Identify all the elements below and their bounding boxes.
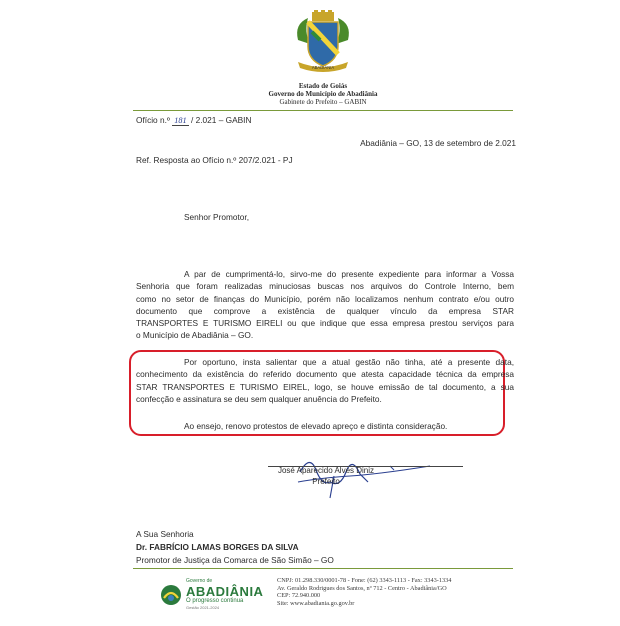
logo-name: ABADIÂNIA [186, 584, 264, 599]
closing-line: Ao ensejo, renovo protestos de elevado apreço e distinta consideração. [184, 421, 448, 431]
recipient-role: Promotor de Justiça da Comarca de São Simão – GO [136, 555, 334, 565]
recipient-to: A Sua Senhoria [136, 529, 194, 539]
signer-title: Prefeito [312, 477, 340, 486]
reference-line: Ref. Resposta ao Ofício n.º 207/2.021 - PJ [136, 155, 293, 165]
p2-line: Por oportuno, insta salientar que a atual gestão não tinha, até a presente data, [184, 357, 514, 367]
footer-divider [133, 568, 513, 569]
paragraph-2 [136, 356, 514, 405]
p1-line: A par de cumprimentá-lo, sirvo-me do presente expediente para informar a Vossa [184, 269, 514, 279]
footer-cep: CEP: 72.940.000 [277, 592, 321, 600]
p1-line: o Município de Abadiânia – GO. [136, 330, 254, 341]
p1-line: Senhoria que foram realizadas minuciosas buscas nos arquivos do Controle Interno, bem [136, 281, 514, 292]
handwritten-signature-icon [280, 452, 440, 500]
place-date: Abadiânia – GO, 13 de setembro de 2.021 [360, 138, 516, 148]
header-cabinet: Gabinete do Prefeito – GABIN [279, 98, 367, 106]
logo-period: Gestão 2021-2024 [186, 605, 220, 610]
office-prefix: Ofício n.º [136, 115, 170, 125]
footer-site: Site: www.abadiania.go.gov.br [277, 599, 355, 607]
signer-name: José Aparecido Alves Diniz [277, 466, 375, 475]
office-line [136, 114, 251, 127]
p2-line: conhecimento da existência do referido documento que atesta capacidade técnica da empresa [136, 369, 514, 380]
p1-line: como no setor de finanças do Município, porém não localizamos nenhum contrato e/ou outro [136, 293, 514, 304]
header-government: Governo do Município de Abadiânia [268, 90, 378, 98]
p2-line: confecção e assinatura se deu sem qualquer anuência do Prefeito. [136, 393, 382, 404]
p2-line: STAR TRANSPORTES E TURISMO EIREL, logo, se houve emissão de tal documento, a sua [136, 381, 514, 392]
logo-slogan: O progresso continua [186, 598, 244, 604]
footer-logo [160, 578, 264, 612]
p1-line: TRANSPORTES E TURISMO EIRELI ou que indique que essa empresa prestou serviços para [136, 318, 514, 329]
footer-cnpj-phone: CNPJ: 01.298.330/0001-78 - Fone: (62) 3343-1113 - Fax: 3343-1334 [277, 577, 452, 584]
municipal-crest-icon [290, 10, 356, 76]
p1-line: documento que comprove a existência de qualquer vínculo da empresa STAR [136, 305, 514, 316]
salutation: Senhor Promotor, [184, 212, 250, 222]
recipient-name: Dr. FABRÍCIO LAMAS BORGES DA SILVA [136, 542, 299, 552]
header-state: Estado de Goiás [298, 82, 348, 90]
logo-top-text: Governo de [186, 578, 213, 584]
footer-address: Av. Geraldo Rodrigues dos Santos, nº 712 - Centro - Abadiânia/GO [277, 584, 447, 592]
paragraph-1 [136, 268, 514, 342]
footer-info [277, 577, 451, 607]
office-suffix: / 2.021 – GABIN [191, 115, 252, 125]
office-number-handwritten: 181 [174, 116, 187, 125]
header-divider [133, 110, 513, 111]
government-logo-icon [160, 584, 182, 606]
crest-banner-text: ABADIÂNIA [311, 65, 335, 70]
